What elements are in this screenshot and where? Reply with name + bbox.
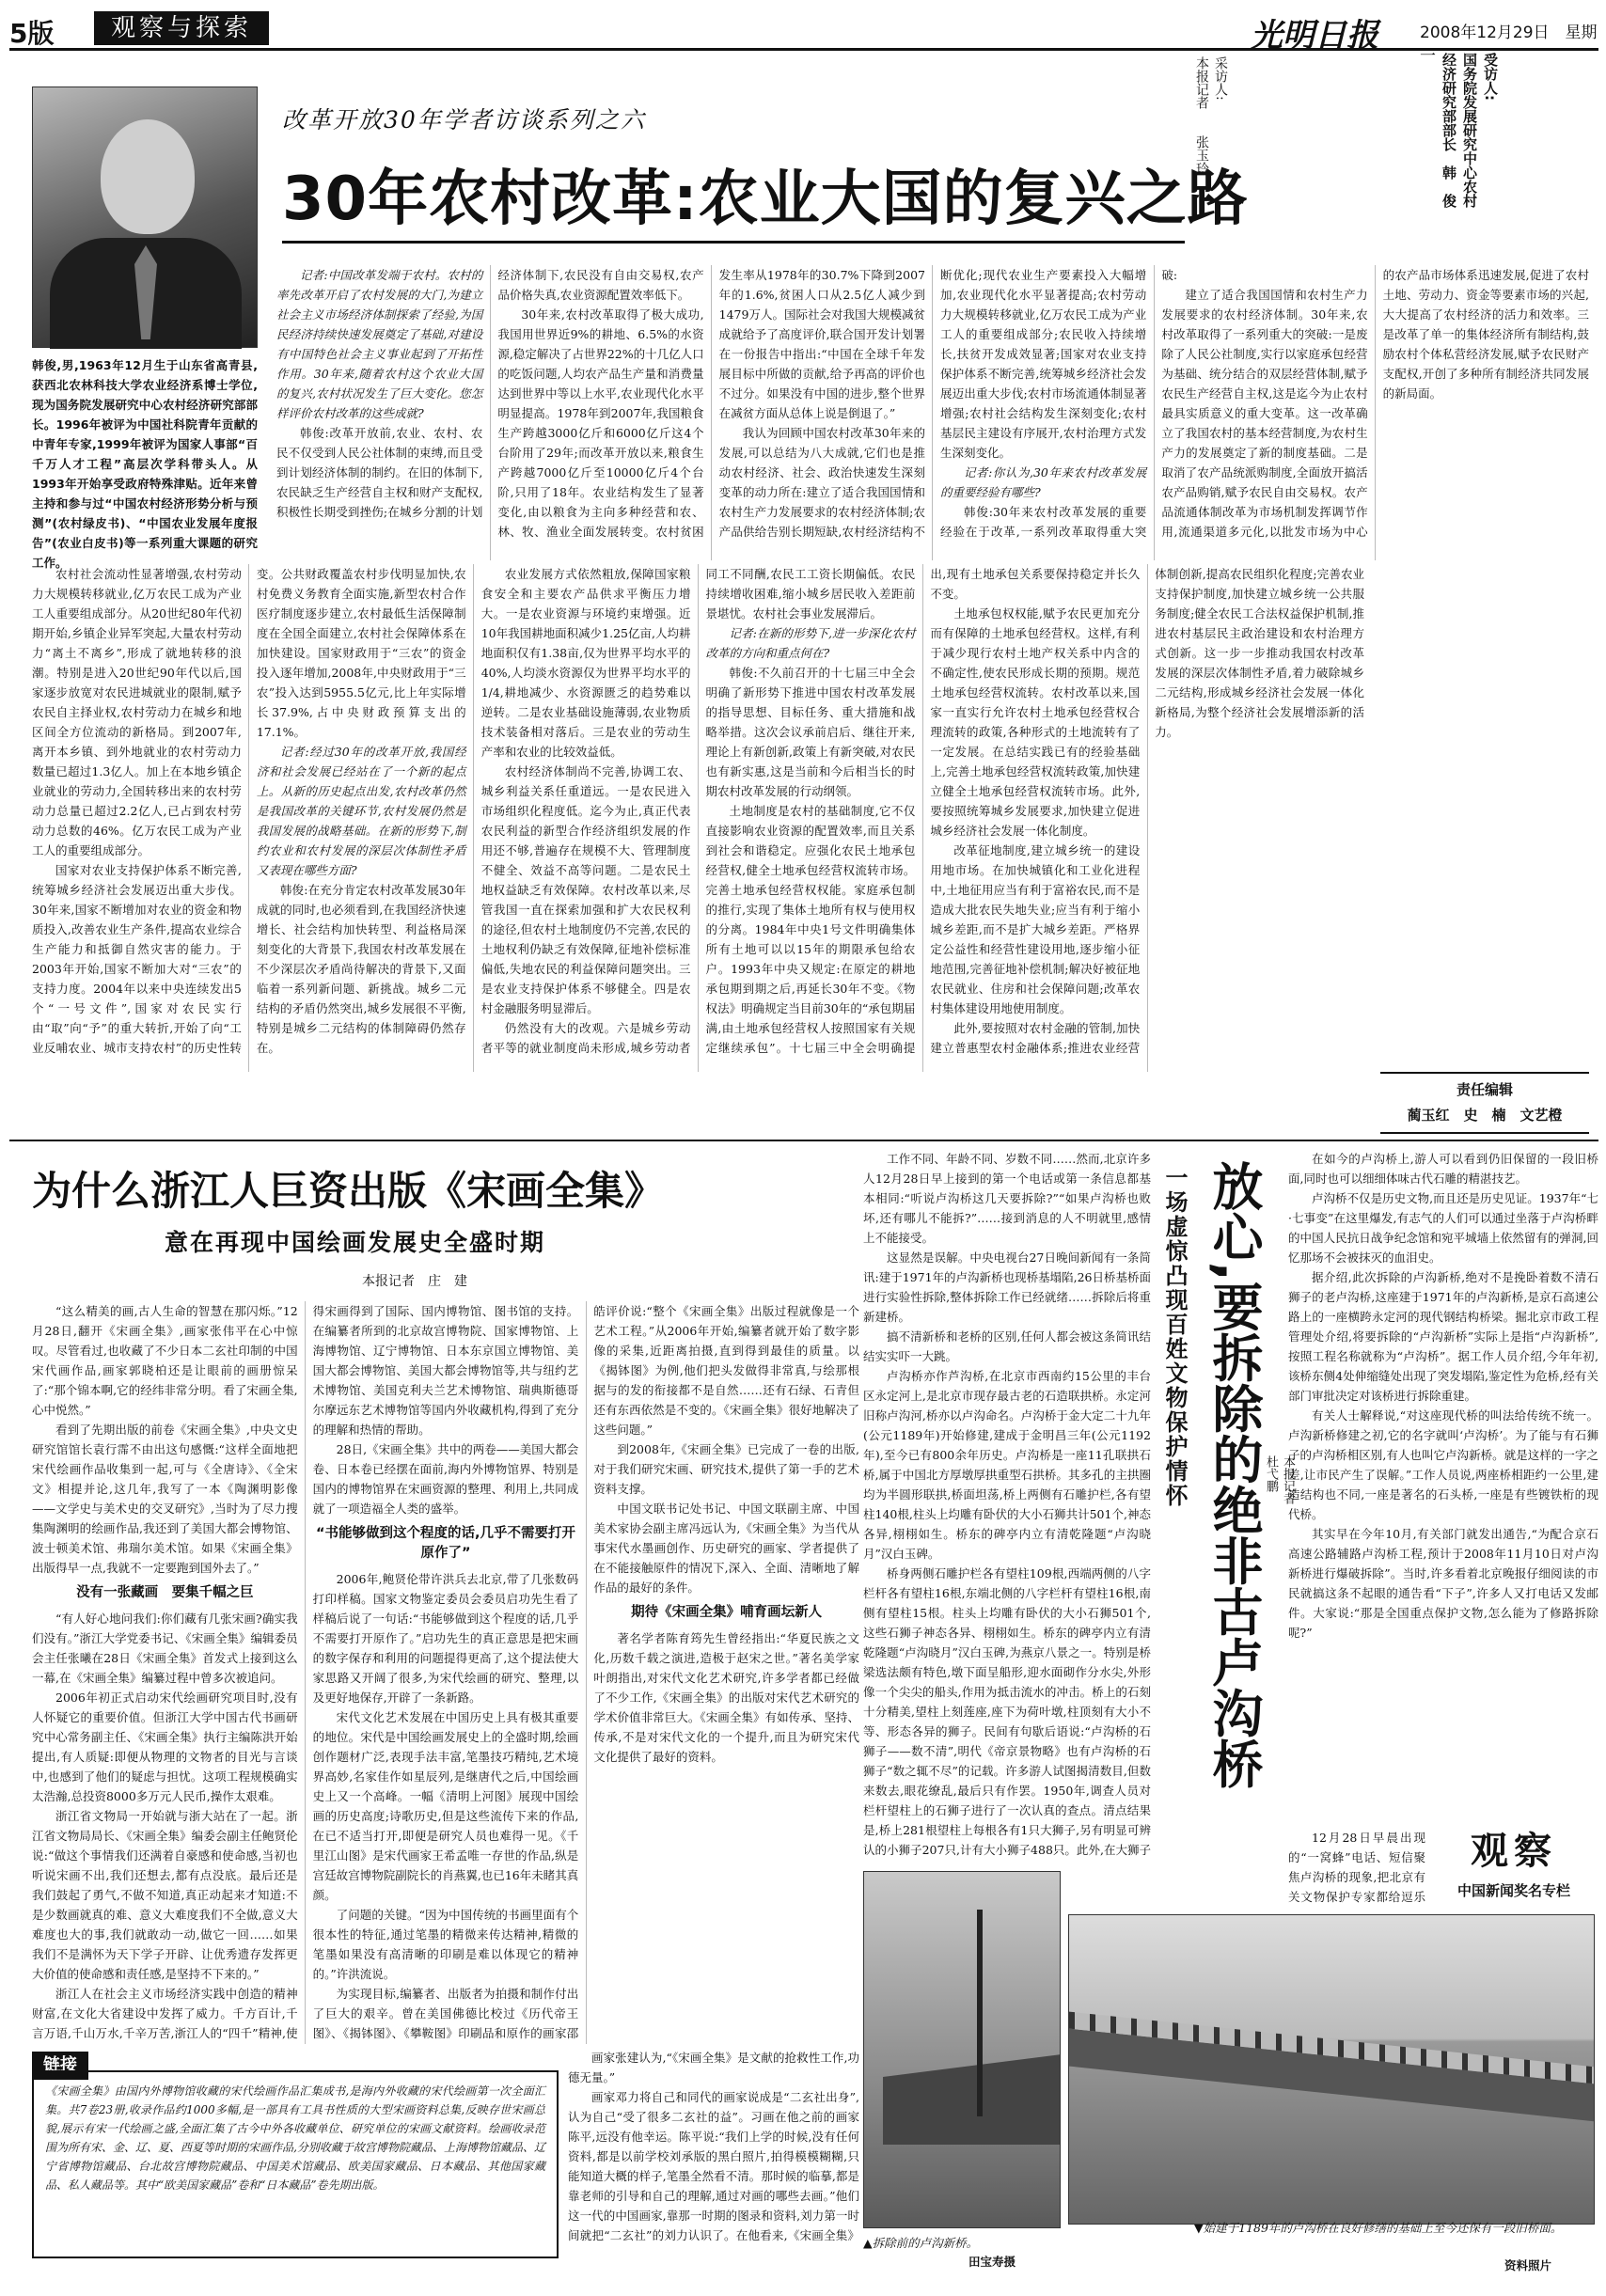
paragraph: 韩俊:改革开放前,农业、农村、农民不仅受到人民公社体制的束缚,而且受到计划经济体制的制约。在旧的体制下,农民缺乏生产经营自主权和财产支配权,积极性长期受到挫伤;在城乡分割的计划经济体制下,农民没有自由交易权,农产品价格失真,农业资源配置效率低下。 (276, 268, 704, 519)
page-number: 5版 (9, 18, 55, 49)
editors-box (1380, 1072, 1589, 1134)
reporter-question: 记者:中国改革发端于农村。农村的率先改革开启了农村发展的大门,为建立社会主义市场经济体制探索了经验,为国民经济持续快速发展奠定了基础,对建设有中国特色社会主义事业起到了开拓性作用。30年来,随着农村这个农业大国的复兴,农村状况发生了巨大变化。您怎样评价农村改革的这些成就? (276, 268, 483, 420)
paragraph: 桥身两侧石雕护栏各有望柱109根,西端两侧的八字栏杆各有望柱16根,东端北侧的八字栏杆有望柱16根,南侧有望柱15根。柱头上均雕有卧伏的大小石狮501个,这些石狮子神态各异、栩栩如生。桥东的碑亭内立有清乾隆题“卢沟晓月”汉白玉碑,为燕京八景之一。特别是桥梁选法颇有特色,墩下面呈船形,迎水面砌作分水尖,外形像一个尖尖的船头,作用为抵击流水的冲击。桥上的石刻十分精美,望柱上刻莲座,座下为荷叶墩,柱顶刻有大小不等、形态各异的狮子。民间有句歇后语说:“卢沟桥的石狮子——数不清”,明代《帝京景物略》也有卢沟桥的石狮子“数之辄不尽”的记载。许多游人试图揭清数目,但数来数去,眼花缭乱,最后只有作罢。1950年,调查人员对栏杆望柱上的石狮子进行了一次认真的查点。清点结果是,桥上281根望柱上每根各有1只大狮子,另有明显可辨认的小狮子207只,计有大小狮子488只。此外,在大狮子 (863, 1566, 1151, 1857)
new-bridge-caption: ▲拆除前的卢沟新桥。 (863, 2236, 979, 2250)
bridge-byline: 本报记者 杜弋鹏 (1264, 1455, 1295, 1504)
award-subtitle: 中国新闻奖名专栏 (1456, 1882, 1570, 1899)
paragraph: 看到了先期出版的前卷《宋画全集》,中央文史研究馆馆长袁行霈不由出这句感慨:“这样全面地把宋代绘画作品收集到一起,可与《全唐诗》、《全宋文》相提并论,这几年,我写了一本《陶渊明影像——文学史与美术史的交叉研究》,当时为了尽力搜集陶渊明的绘画作品,我还到了美国大都会博物馆、波士顿美术馆、弗瑞尔美术馆。如果《宋画全集》出版得早一点,我就不一定要跑到国外去了。” (32, 1423, 298, 1575)
paragraph: 土地承包权权能,赋予农民更加充分而有保障的土地承包经营权。这样,有利于减少现行农村土地产权关系中内含的不确定性,使农民形成长期的预期。规范土地承包经营权流转。农村改革以来,国家一直实行允许农村土地承包经营权合理流转的政策,各种形式的土地流转有了一定发展。在总结实践已有的经验基础上,完善土地承包经营权流转政策,加快建立健全土地承包经营权流转市场。此外,要按照统筹城乡发展要求,加快建立促进城乡经济社会发展一体化制度。 (930, 606, 1141, 838)
top-article-body (32, 564, 1589, 1072)
link-tag: 链接 (32, 2052, 88, 2080)
song-painting-subheadline: 意在再现中国绘画发展史全盛时期 (165, 1229, 546, 1256)
paragraph: 改革征地制度,建立城乡统一的建设用地市场。在加快城镇化和工业化进程中,土地征用应当有利于富裕农民,而不是造成大批农民失地失业;应当有利于缩小城乡差距,而不是扩大城乡差距。严格界定公益性和经营性建设用地,逐步缩小征地范围,完善征地补偿机制;解决好被征地农民就业、住房和社会保障问题;改革农村集体建设用地使用制度。 (930, 843, 1141, 1015)
paragraph: 28日,《宋画全集》共中的两卷——美国大都会卷、日本卷已经摆在面前,海内外博物馆界、特别是国内的博物馆界在宋画资源的整理、利用上,共同成就了一项造福全人类的盛举。 (312, 1442, 579, 1516)
interviewee-bio: 韩俊,男,1963年12月生于山东省高青县,获西北农林科技大学农业经济系博士学位,现为国务院发展研究中心农村经济研究部部长。1996年被评为中国社科院青年贡献的中青年专家,1999年被评为国家人事部“百千万人才工程”高层次学科带头人。从1993年开始享受政府特殊津贴。近年来曾主持和参与过“中国农村经济形势分析与预测”(农村绿皮书)、“中国农业发展年度报告”(农业白皮书)等一系列重大课题的研究工作。 (32, 358, 258, 570)
masthead (9, 9, 1598, 66)
top-article-body-upper (276, 265, 1589, 560)
editors-label: 责任编辑 (1456, 1081, 1513, 1098)
new-bridge-photo (863, 1871, 1061, 2228)
series-kicker: 改革开放30年学者访谈系列之六 (282, 106, 646, 134)
paragraph: 有关人士解释说,“对这座现代桥的叫法给传统不统一。卢沟新桥修建之初,它的名字就叫‘卢沟桥’。为了能与有石狮子的卢沟桥相区别,有人也叫它卢沟新桥。就是这样的一字之差,让市民产生了误解。”工作人员说,两座桥相距约一公里,建造结构也不同,一座是著名的石头桥,一座是有些镀铁桁的现代桥。 (1288, 1408, 1598, 1521)
bridge-subheadline: 一场虚惊凸现百姓文物保护情怀 (1161, 1166, 1188, 1508)
interviewee-credit: 受访人: 国务院发展研究中心农村 经济研究部部长 韩 俊 (1441, 53, 1499, 208)
song-painting-body-lower (568, 2048, 859, 2260)
headline-rule (282, 241, 1185, 244)
paragraph: 12月28日早晨出现的“一窝蜂”电话、短信聚焦卢沟桥的现象,把北京有关文物保护专家都给逗乐 (1288, 1831, 1425, 1904)
award-column-badge (1429, 1828, 1598, 1909)
paragraph: 浙江省文物局一开始就与浙大站在了一起。浙江省文物局局长、《宋画全集》编委会副主任鲍贤伦说:“做这个事情我们还满着自豪感和使命感,当初也听说宋画不出,我们还想去,都有点没底。最后还是我们鼓起了勇气,不做不知道,真正动起来才知道:不是少数画就真的难、意义大难度我们不全做,意义大难度也大的事,我们就敢动一动,做它一回……如果我们不是满怀为天下学子开辟、让优秀遗存发挥更大价值的使命感和责任感,是坚持不下来的。” (32, 1809, 298, 1981)
paragraph: “这么精美的画,古人生命的智慧在那闪烁。”12月28日,翻开《宋画全集》,画家张伟平在心中惊叹。尽管看过,也收藏了不少日本二玄社印制的中国宋代画作品,画家郭晓柏还是让眼前的画册惊呆了:“那个锦本啊,它的经纬非常分明。看了宋画全集,心中悦然。” (32, 1304, 298, 1417)
paragraph: 2006年初正式启动宋代绘画研究项目时,没有人怀疑它的重要价值。但浙江大学中国古代书画研究中心常务副主任、《宋画全集》执行主编陈洪开始提出,有人质疑:即便从物理的文物者的目光与言谈中,也感到了他们的疑虑与担忧。这项工程规模确实太浩瀚,总投资8000多万元人民币,操作太艰难。 (32, 1691, 298, 1803)
paper-logo: 光明日报 (1251, 17, 1378, 55)
paragraph: 韩俊:在充分肯定农村改革发展30年成就的同时,也必须看到,在我国经济快速增长、社会结构加快转型、利益格局深刻变化的大背景下,我国农村改革发展在不少深层次矛盾尚待解决的背景下,又面临着一系列新问题、新挑战。城乡二元结构的矛盾仍然突出,城乡发展很不平衡,特别是城乡二元结构的体制障碍仍然存在。 (256, 883, 466, 1055)
section-divider (9, 1140, 1598, 1141)
new-bridge-credit: 田宝寿摄 (968, 2255, 1016, 2269)
top-headline: 30年农村改革:农业大国的复兴之路 (282, 165, 1249, 234)
paragraph: 了问题的关键。“因为中国传统的书画里面有个很本性的特征,通过笔墨的精微来传达精神,精微的笔墨如果没有高清晰的印刷是难以体现它的精神的。”许洪流说。 (312, 1908, 579, 1981)
bridge-body-left (863, 1149, 1151, 1864)
old-bridge-photo (1068, 1914, 1595, 2225)
paragraph: 工作不同、年龄不同、岁数不同……然而,北京许多人12月28日早上接到的第一个电话或第一条信息都基本相同:“听说卢沟桥这几天要拆除?”“如果卢沟桥也败坏,还有哪儿不能拆?”……接到消息的人不明就里,感情上不能接受。 (863, 1152, 1151, 1245)
paragraph: 搞不清新桥和老桥的区别,任何人都会被这条简讯结结实实吓一大跳。 (863, 1329, 1151, 1363)
section-badge: 观察与探索 (94, 11, 269, 45)
reporter-question: 记者:你认为,30年来农村改革发展的重要经验有哪些? (939, 465, 1147, 499)
paragraph: 在如今的卢沟桥上,游人可以看到仍旧保留的一段旧桥面,同时也可以细细体味古代石雕的精湛技艺。 (1288, 1152, 1598, 1186)
issue-date: 2008年12月29日 星期一 (1420, 24, 1598, 66)
paragraph: 据介绍,此次拆除的卢沟新桥,绝对不是挽卧着数不清石狮子的老卢沟桥,这座建于1971年的卢沟新桥,是京石高速公路上的一座横跨永定河的现代钢结构桥梁。掘北京市政工程管理处介绍,将要拆除的“卢沟新桥”实际上是指“卢沟新桥”,按照工程名称就称为“卢沟桥”。据工作人员介绍,今年年初,该桥东侧4处伸缩缝处出现了突发塌陷,鉴定性为危桥,经有关部门审批决定对该桥进行拆除重建。 (1288, 1270, 1598, 1403)
paragraph: 卢沟桥不仅是历史文物,而且还是历史见证。1937年“七·七事变”在这里爆发,有志气的人们可以通过坐落于卢沟桥畔的中国人民抗日战争纪念馆和宛平城墙上依然留有的弹洞,回忆那场不会被抹灭的血泪史。 (1288, 1191, 1598, 1265)
link-sidebar (32, 2070, 559, 2258)
paragraph: 其实早在今年10月,有关部门就发出通告,“为配合京石高速公路辅路卢沟桥工程,预计于2008年11月10日对卢沟新桥进行爆破拆除”。当时,许多看着北京晚报仔细阅读的市民就搞这条不起眼的通告看“下子”,许多人又打电话又发邮件。大家说:“那是全国重点保护文物,怎么能为了修路拆除呢?” (1288, 1527, 1598, 1640)
paragraph: 农村经济体制尚不完善,协调工农、城乡利益关系任重道远。一是农民进入市场组织化程度低。迄今为止,真正代表农民利益的新型合作经济组织发展的作用还不够,普遍存在规模不大、管理制度不健全、效益不高等问题。二是农民土地权益缺乏有效保障。农村改革以来,尽管我国一直在探索加强和扩大农民权利的途径,但农村土地制度仍不完善,农民的土地权利仍缺乏有效保障,征地补偿标准偏低,失地农民的利益保障问题突出。三是农业支持保护体系不够健全。四是农村金融服务明显滞后。 (480, 764, 691, 1015)
paragraph: 国家对农业支持保护体系不断完善,统筹城乡经济社会发展迈出重大步伐。30年来,国家不断增加对农业的资金和物质投入,改善农业生产条件,提高农业综合生产能力和抵御自然灾害的能力。于2003年开始,国家不断加大对“三农”的支持力度。2004年以来中央连续发出5个“一号文件”,国家对农民实行由“取”向“予”的重大转折,开始了向“工业反哺农业、城市支持农村”的历史性转变。公共财政覆盖农村步伐明显加快,农村免费义务教育全面实施,新型农村合作医疗制度逐步建立,农村最低生活保障制度在全国全面建立,农村社会保障体系在加快建设。国家财政用于“三农”的资金投入逐年增加,2008年,中央财政用于“三农”投入达到5955.5亿元,比上年实际增长37.9%,占中央财政预算支出的17.1%。 (32, 567, 466, 1055)
paragraph: 卢沟桥亦作芦沟桥,在北京市西南约15公里的丰台区永定河上,是北京市现存最古老的石造联拱桥。永定河旧称卢沟河,桥亦以卢沟命名。卢沟桥于金大定二十九年(公元1189年)开始修建,建成于金明昌三年(公元1192年),至今已有800余年历史。卢沟桥是一座11孔联拱石桥,属于中国北方厚墩厚拱重型石拱桥。其多孔的主拱圈均为半圆形联拱,桥面坦荡,桥上两侧有石雕护栏,各有望柱140根,柱头上均雕有卧伏的大小石狮共计501个,神态各异,栩栩如生。桥东的碑亭内立有清乾隆题“卢沟晓月”汉白玉碑。 (863, 1369, 1151, 1561)
paragraph: 土地制度是农村的基础制度,它不仅直接影响农业资源的配置效率,而且关系到社会和谐稳定。应强化农民土地承包经营权,健全土地承包经营权流转市场。完善土地承包经营权权能。家庭承包制的推行,实现了集体土地所有权与使用权的分离。1984年中央1号文件明确集体所有土地可以以15年的期限承包给农户。1993年中央又规定:在原定的耕地承包期到期之后,再延长30年不变。《物权法》明确规定当目前30年的“承包期届满,由土地承包经营权人按照国家有关规定继续承包”。十七届三中全会明确提出,现有土地承包关系要保持稳定并长久不变。 (705, 567, 1141, 1055)
old-bridge-caption: ▼始建于1189年的卢沟桥在良好修缮的基础上至今还保有一段旧桥面。 (1194, 2221, 1563, 2235)
paragraph: 韩俊:不久前召开的十七届三中全会明确了新形势下推进中国农村改革发展的指导思想、目标任务、重大措施和战略举措。这次会议承前启后、继往开来,理论上有新创新,政策上有新突破,对农民也有新实惠,这是当前和今后相当长的时期农村改革发展的行动纲领。 (705, 666, 916, 798)
editors-names: 蔺玉红 史 楠 文艺橙 (1407, 1107, 1563, 1124)
paragraph: 到2008年,《宋画全集》已完成了一卷的出版,对于我们研究宋画、研究技术,提供了第一手的艺术资料支撑。 (593, 1442, 859, 1496)
paragraph: 画家张建认为,“《宋画全集》是文献的抢救性工作,功德无量。” (568, 2051, 859, 2084)
bridge-body-tail (1288, 1828, 1425, 1911)
paragraph: 这显然是误解。中央电视台27日晚间新闻有一条简讯:建于1971年的卢沟新桥也现桥基塌陷,26日桥基桥面进行实验性拆除,整体拆除工作已经就绪……拆除后将重新建桥。 (863, 1250, 1151, 1324)
paragraph: 韩俊:30年来农村改革发展的重要经验在于改革,一系列改革取得重大突破: (939, 268, 1178, 539)
section-heading: 期待《宋画全集》哺育画坛新人 (631, 1605, 823, 1620)
award-title: 观察 (1471, 1830, 1557, 1873)
link-sidebar-text: 《宋画全集》由国内外博物馆收藏的宋代绘画作品汇集成书,是海内外收藏的宋代绘画第一次全面汇集。共7卷23册,收录作品约1000多幅,是一部具有工具书性质的大型宋画资料总集,反映存世宋画总貌,展示有宋一代绘画之盛,全面汇集了古今中外各收藏单位、研究单位的宋画文献资料。绘画收录范围为所有宋、金、辽、夏、西夏等时期的宋画作品,分别收藏于故宫博物院藏品、上海博物馆藏品、辽宁省博物馆藏品、台北故宫博物院藏品、中国美术馆藏品、欧美国家藏品、日本藏品、其他国家藏品、私人藏品等。其中“欧美国家藏品”卷和“日本藏品”卷先期出版。 (45, 2084, 545, 2192)
paragraph: 宋代文化艺术发展在中国历史上具有极其重要的地位。宋代是中国绘画发展史上的全盛时期,绘画创作题材广泛,表现手法丰富,笔墨技巧精纯,艺术境界高妙,名家佳作如星辰列,是继唐代之后,中国绘画史上又一个高峰。一幅《清明上河图》展现中国绘画的历史高度;诗歌历史,但是这些流传下来的作品,在已不适当打开,即便是研究人员也难得一见。《千里江山图》是宋代画家王希孟唯一存世的作品,纵是宫廷故宫博物院副院长的肖燕翼,也已16年未睹其真颜。 (312, 1710, 579, 1902)
paragraph: 农业发展方式依然粗放,保障国家粮食安全和主要农产品供求平衡压力增大。一是农业资源与环境约束增强。近10年我国耕地面积减少1.25亿亩,人均耕地面积仅有1.38亩,仅为世界平均水平的40%,人均淡水资源仅为世界平均水平的1/4,耕地减少、水资源匮乏的趋势难以逆转。二是农业基础设施薄弱,农业物质技术装备相对落后。三是农业的劳动生产率和农业的比较效益低。 (480, 567, 691, 759)
section-heading: 没有一张藏画 要集千幅之巨 (76, 1585, 254, 1600)
song-painting-body (32, 1301, 859, 2044)
song-painting-headline: 为什么浙江人巨资出版《宋画全集》 (32, 1168, 665, 1214)
section-heading: “书能够做到这个程度的话,几乎不需要打开原作了” (315, 1526, 575, 1561)
paragraph: 农村社会流动性显著增强,农村劳动力大规模转移就业,亿万农民工成为产业工人重要组成部分。从20世纪80年代初期开始,乡镇企业异军突起,大量农村劳动力“离土不离乡”,形成了就地转移的浪潮。特别是进入20世纪90年代以后,国家逐步放宽对农民进城就业的限制,赋予农民自主择业权,农村劳动力在城乡和地区间全方位流动的新格局。到2007年,离开本乡镇、到外地就业的农村劳动力数量已超过1.3亿人。加上在本地乡镇企业就业的劳动力,全国转移出来的农村劳动力总量已超过2.2亿人,已占到农村劳动力总数的46%。亿万农民工成为产业工人的重要组成部分。 (32, 567, 242, 857)
paragraph: 著名学者陈育筠先生曾经指出:“华夏民族之文化,历数千载之演进,造极于赵宋之世。”著名美学家叶朗指出,对宋代文化艺术研究,许多学者都已经做了不少工作,《宋画全集》的出版对宋代艺术研究的学术价值非常巨大。《宋画全集》有如传承、坚持、传承,不是对宋代文化的一个提升,而且为研究宋代文化提供了最好的资料。 (593, 1631, 859, 1764)
paragraph: 浙江人在社会主义市场经济实践中创造的精神财富,在文化大省建设中发挥了威力。千方百计,千言万语,千山万水,千辛万苦,浙江人的“四千”精神,使得宋画得到了国际、国内博物馆、图书馆的支持。在编纂者所到的北京故宫博物院、国家博物馆、上海博物馆、辽宁博物馆、日本东京国立博物馆、美国大都会博物馆、美国大都会博物馆等,共与纽约艺术博物馆、美国克利夫兰艺术博物馆、瑞典斯德哥尔摩远东艺术博物馆等国内外收藏机构,得到了充分的理解和热情的帮助。 (32, 1304, 579, 2040)
paragraph: 画家邓力将自己和同代的画家说成是“二玄社出身”,认为自己“受了很多二玄社的益”。习画在他之前的画家陈平,远没有他幸运。陈平说:“我们上学的时候,没有任何资料,都是以前学校刘承版的黑白照片,拍得模模糊糊,只能知道大概的样子,笔墨全然看不清。那时候的临摹,都是靠老师的引导和自己的理解,通过对画的哪些去画。”他们这一代的中国画家,靠那一时期的图录和资料,刘力第一时间就把“二玄社”的刘力认识了。在他看来,《宋画全集》 (568, 2090, 859, 2242)
song-painting-byline: 本报记者 庄 建 (362, 1274, 467, 1289)
interviewee-portrait (32, 86, 258, 348)
paragraph: 为实现目标,编纂者、出版者为拍摄和制作付出了巨大的艰辛。曾在美国佛德比校过《历代帝王图》、《揭钵图》、《攀鞍图》印刷品和原作的画家邵皓评价说:“整个《宋画全集》出版过程就像是一个艺术工程。”从2006年开始,编纂者就开始了数字影像的采集,近距离拍摄,直到得到最佳的质量。以《揭钵图》为例,他们把头发做得非常真,与绘那根据与的发的衔接都不是自然……还有石绿、石青但还有东西依然是不变的。《宋画全集》很好地解决了这些问题。” (312, 1304, 859, 2040)
reporter-byline: 采访人: 本报记者 张玉玲 (1194, 56, 1228, 175)
reporter-question: 记者:经过30年的改革开放,我国经济和社会发展已经站在了一个新的起点上。从新的历史起点出发,农村改革仍然是我国改革的关键环节,农村发展仍然是我国发展的战略基础。在新的形势下,制约农业和农村发展的深层次体制性矛盾又表现在哪些方面? (256, 745, 466, 877)
paragraph: 30年来,农村改革取得了极大成功,我国用世界近9%的耕地、6.5%的水资源,稳定解决了占世界22%的十几亿人口的吃饭问题,人均农产品生产量和消费量达到世界中等以上水平,农业现代化水平明显提高。1978年到2007年,我国粮食生产跨越3000亿斤和6000亿斤这4个台阶用了29年;而改革开放以来,粮食生产跨越7000亿斤至10000亿斤4个台阶,只用了18年。农业结构发生了显著变化,由以粮食为主向多种经营和农、林、牧、渔业全面发展转变。农村贫困发生率从1978年的30.7%下降到2007年的1.6%,贫困人口从2.5亿人减少到1479万人。国际社会对我国大规模减贫成就给予了高度评价,联合国开发计划署在一份报告中指出:“中国在全球千年发展目标中所做的贡献,给予再高的评价也不过分。如果没有中国的进步,整个世界在减贫方面从总体上说是倒退了。” (497, 268, 925, 539)
paragraph: 中国文联书记处书记、中国文联副主席、中国美术家协会副主席冯远认为,《宋画全集》为当代从事宋代水墨画创作、历史研究的画家、学者提供了在不能接触原件的情况下,深入、全面、清晰地了解作品的最好的条件。 (593, 1502, 859, 1595)
bridge-body-right (1288, 1149, 1598, 1826)
paragraph: 仍然没有大的改观。六是城乡劳动者平等的就业制度尚未形成,城乡劳动者同工不同酬,农民工工资长期偏低。农民持续增收困难,缩小城乡居民收入差距前景堪忧。农村社会事业发展滞后。 (480, 567, 916, 1055)
paragraph: 2006年,鲍贤伦带许洪兵去北京,带了几张数码打印样稿。国家文物鉴定委员会委员启功先生看了样稿后说了一句话:“书能够做到这个程度的话,几乎不需要打开原作了。”启功先生的真正意思是把宋画的数字保存和利用的问题提得更高了,这个提法使大家思路又开阔了很多,为宋代绘画的研究、整理,以及更好地保存,开辟了一条新路。 (312, 1572, 579, 1705)
paragraph: 我认为回顾中国农村改革30年来的发展,可以总结为八大成就,它们也是推动农村经济、社会、政治快速发生深刻变革的动力所在:建立了适合我国国情和农村生产力发展要求的农村经济体制;农产品供给告别长期短缺,农村经济结构不断优化;现代农业生产要素投入大幅增加,农业现代化水平显著提高;农村劳动力大规模转移就业,亿万农民工成为产业工人的重要组成部分;农民收入持续增长,扶贫开发成效显著;国家对农业支持保护体系不断完善,统筹城乡经济社会发展迈出重大步伐;农村市场流通体制显著增强;农村社会结构发生深刻变化;农村基层民主建设有序展开,农村治理方式发生深刻变化。 (718, 268, 1147, 539)
paragraph: 此外,要按照对农村金融的管制,加快建立普惠型农村金融体系;推进农业经营体制创新,提高农民组织化程度;完善农业支持保护制度,加快建立城乡统一公共服务制度;健全农民工合法权益保护机制,推进农村基层民主政治建设和农村治理方式创新。这一步一步推动我国农村改革发展的深层次体制性矛盾,着力破除城乡二元结构,形成城乡经济社会发展一体化新格局,为整个经济社会发展增添新的活力。 (930, 567, 1365, 1055)
paragraph: 建立了适合我国国情和农村生产力发展要求的农村经济体制。30年来,农村改革取得了一系列重大的突破:一是废除了人民公社制度,实行以家庭承包经营为基础、统分结合的双层经营体制,赋予农民生产经营自主权,这是迄今为止农村最具实质意义的重大变革。这一改革确立了我国农村的基本经营制度,为农村生产力的发展奠定了新的制度基础。二是取消了农产品统派购制度,全面放开搞活农产品购销,赋予农民自由交易权。农产品流通体制改革为市场机制发挥调节作用,流通渠道多元化,以批发市场为中心的农产品市场体系迅速发展,促进了农村土地、劳动力、资金等要素市场的兴起,大大提高了农村经济的活力和效率。三是改革了单一的集体经济所有制结构,鼓励农村个体私营经济发展,赋予农民财产支配权,开创了多种所有制经济共同发展的新局面。 (1161, 268, 1589, 539)
paragraph: “有人好心地问我们:你们藏有几张宋画?确实我们没有。”浙江大学党委书记、《宋画全集》编辑委员会主任张曦在28日《宋画全集》首发式上接到这么一幕,在《宋画全集》编纂过程中曾多次被追问。 (32, 1612, 298, 1685)
reporter-question: 记者:在新的形势下,进一步深化农村改革的方向和重点何在? (705, 626, 916, 660)
old-bridge-credit: 资料照片 (1504, 2258, 1552, 2272)
bridge-headline: 放心,要拆除的绝非古卢沟桥 (1204, 1160, 1264, 1789)
